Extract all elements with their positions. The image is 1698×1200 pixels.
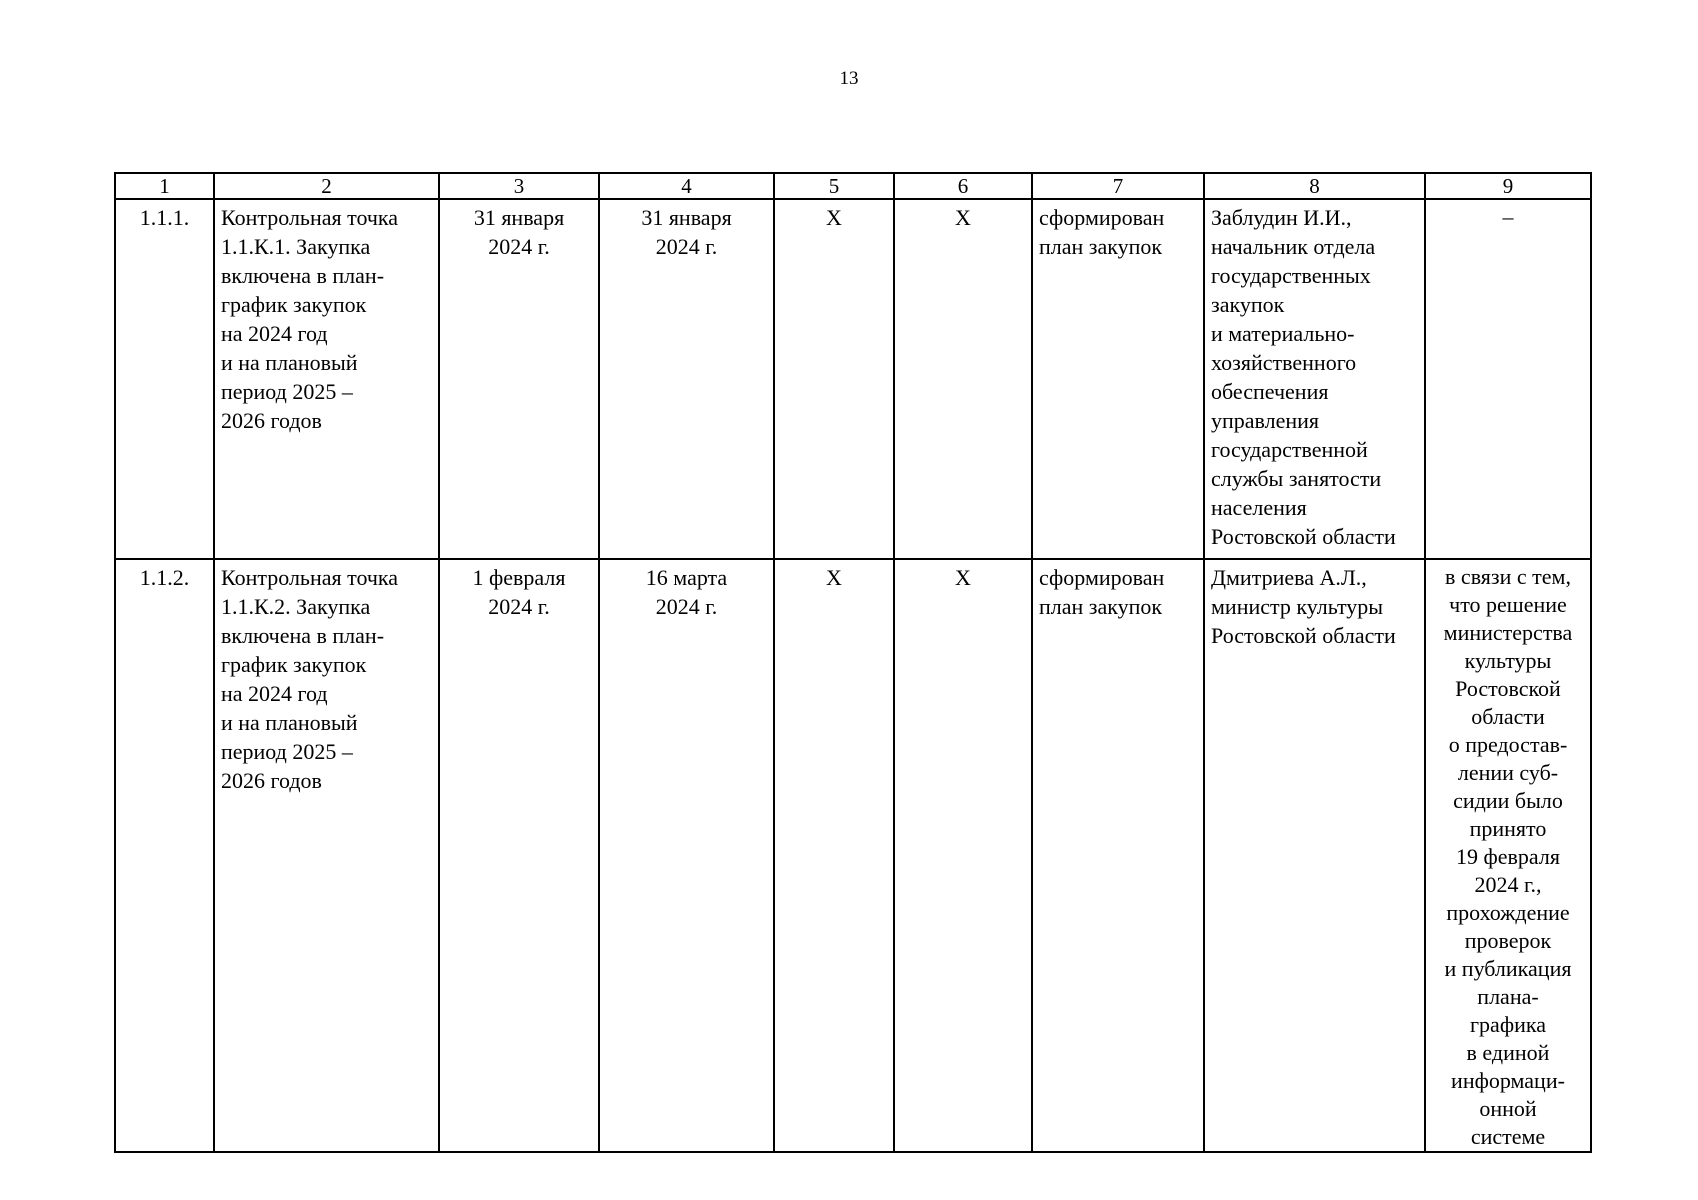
note-cell: в связи с тем, что решение министерства культуры Ростовской области о предостав- лении суб- сидии было принято 19 февраля 2024 г., прохождение проверок и публикация плана- графика в единой информаци- онной системе [1425, 559, 1591, 1152]
control-point-name-cell: Контрольная точка 1.1.К.2. Закупка включена в план- график закупок на 2024 год и на плановый период 2025 – 2026 годов [214, 559, 439, 1152]
control-point-name-cell: Контрольная точка 1.1.К.1. Закупка включена в план- график закупок на 2024 год и на плановый период 2025 – 2026 годов [214, 199, 439, 559]
control-points-table [114, 172, 1592, 1153]
column-header: 7 [1032, 173, 1204, 199]
result-cell: сформирован план закупок [1032, 559, 1204, 1152]
table-header-row [115, 173, 1591, 199]
column-header: 2 [214, 173, 439, 199]
column-header: 3 [439, 173, 599, 199]
responsible-cell: Заблудин И.И., начальник отдела государственных закупок и материально- хозяйственного обеспечения управления государственной службы занятости населения Ростовской области [1204, 199, 1425, 559]
table-row [115, 559, 1591, 1152]
note-cell: – [1425, 199, 1591, 559]
column-header: 1 [115, 173, 214, 199]
row-number-cell: 1.1.2. [115, 559, 214, 1152]
responsible-cell: Дмитриева А.Л., министр культуры Ростовской области [1204, 559, 1425, 1152]
column-header: 6 [894, 173, 1032, 199]
column-5-cell: X [774, 199, 894, 559]
page-number: 13 [839, 68, 859, 89]
column-6-cell: X [894, 559, 1032, 1152]
column-header: 9 [1425, 173, 1591, 199]
actual-date-cell: 16 марта 2024 г. [599, 559, 774, 1152]
result-cell: сформирован план закупок [1032, 199, 1204, 559]
actual-date-cell: 31 января 2024 г. [599, 199, 774, 559]
planned-date-cell: 1 февраля 2024 г. [439, 559, 599, 1152]
column-5-cell: X [774, 559, 894, 1152]
column-header: 4 [599, 173, 774, 199]
planned-date-cell: 31 января 2024 г. [439, 199, 599, 559]
table-row [115, 199, 1591, 559]
column-6-cell: X [894, 199, 1032, 559]
row-number-cell: 1.1.1. [115, 199, 214, 559]
column-header: 5 [774, 173, 894, 199]
column-header: 8 [1204, 173, 1425, 199]
